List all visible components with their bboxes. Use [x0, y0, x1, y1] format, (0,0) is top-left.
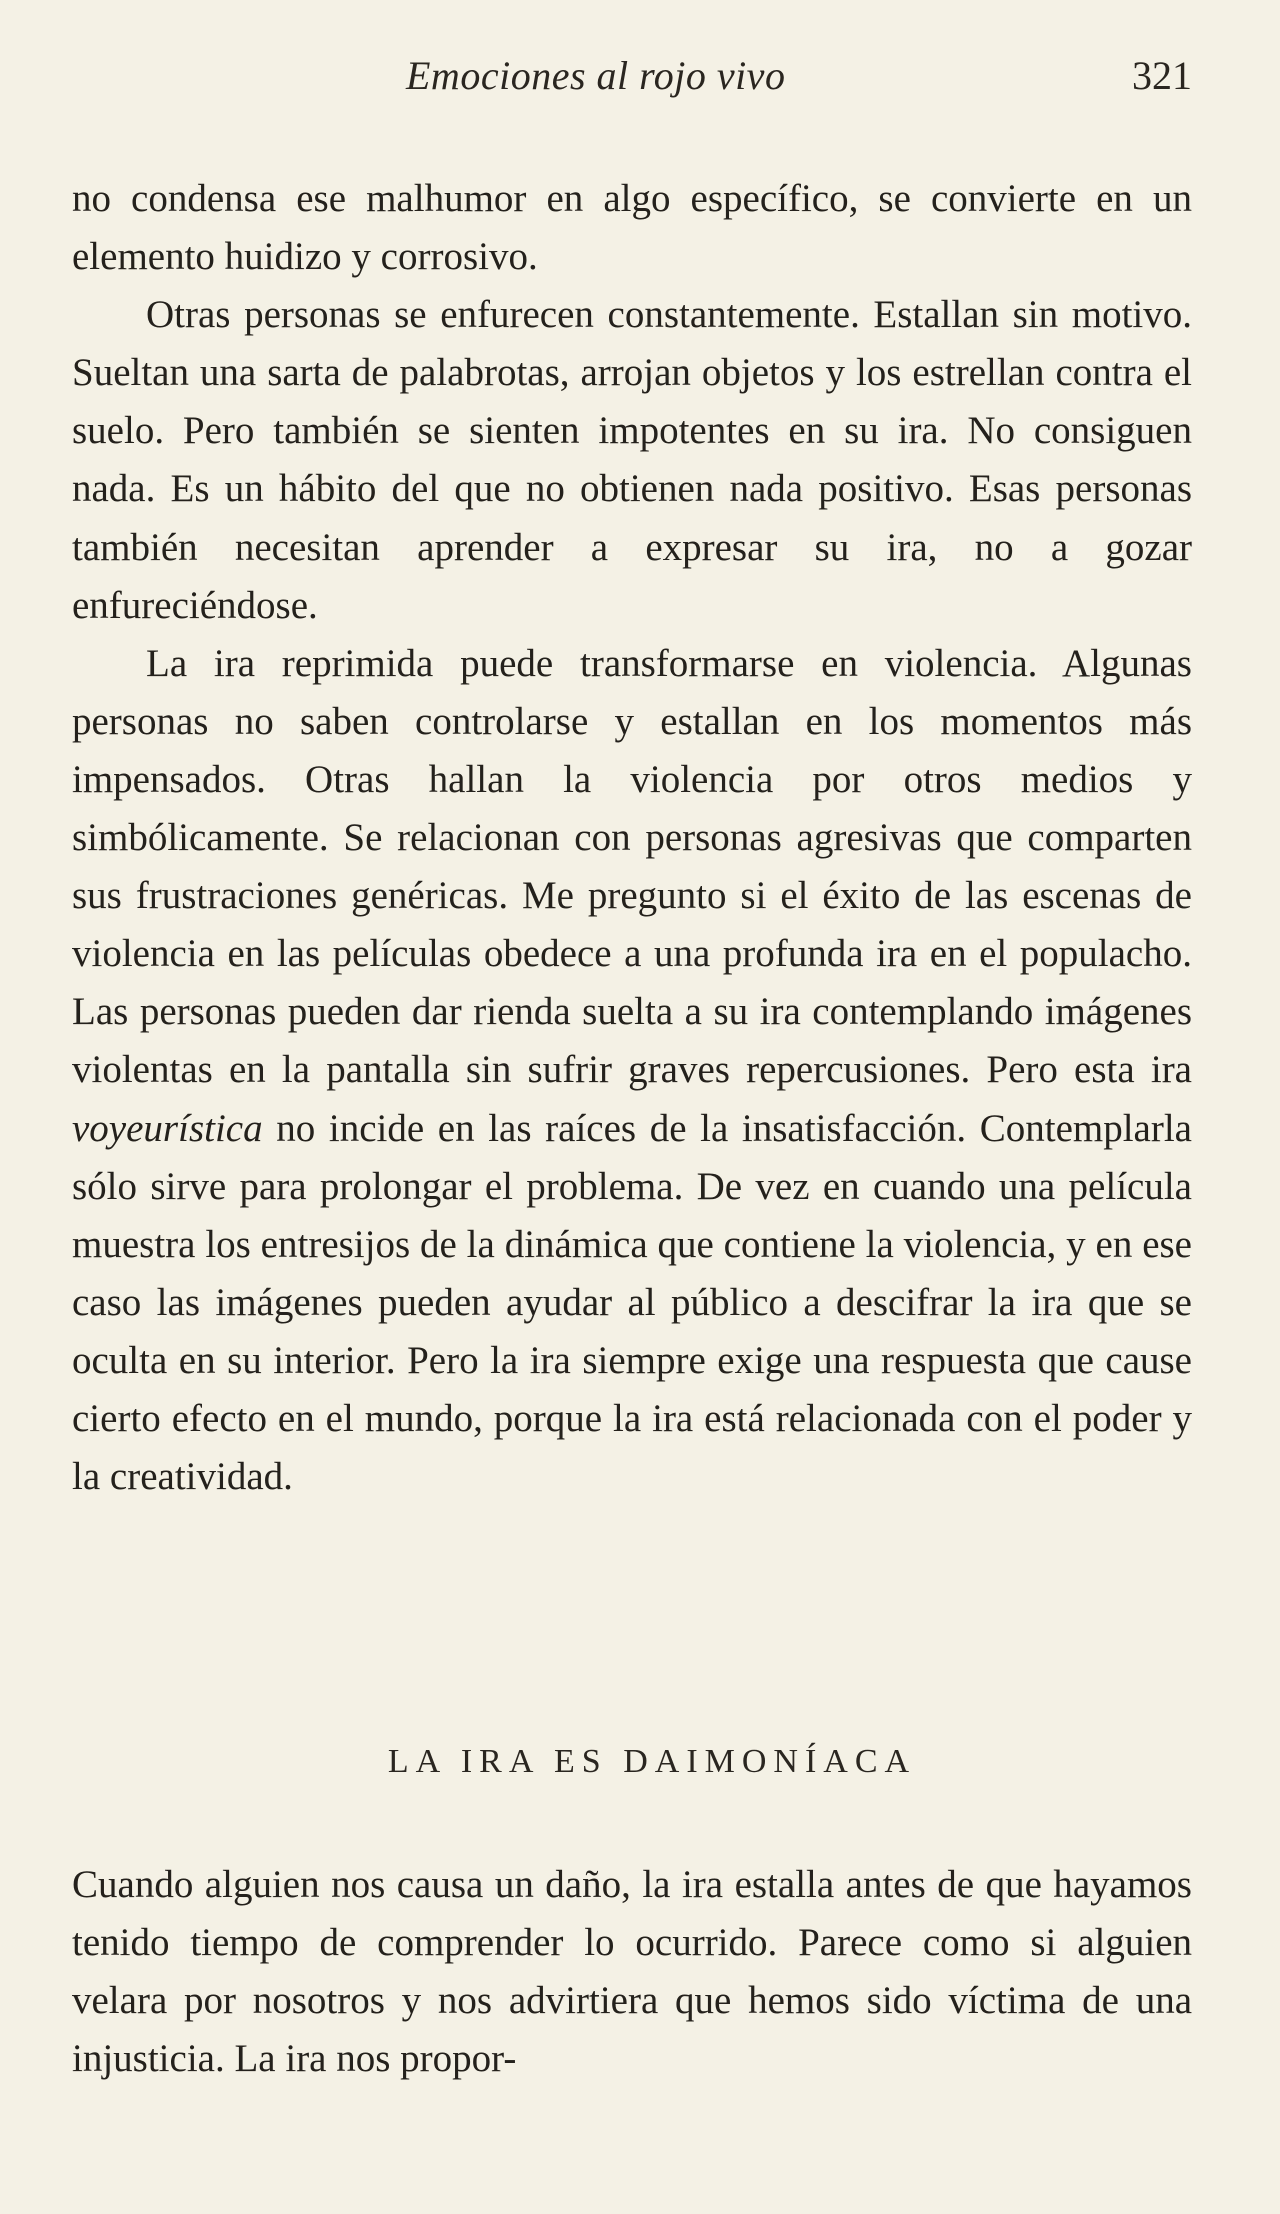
body-text-lower [72, 1856, 1192, 2088]
paragraph-continuation: no condensa ese malhumor en algo específico, se convierte en un elemento huidizo y corrosivo. [72, 177, 1192, 279]
body-text-upper [72, 170, 1192, 1506]
paragraph-text: La ira reprimida puede transformarse en violencia. Algunas personas no saben controlarse y estallan en los momentos más impensados. Otras hallan la violencia por otros medios y simbólicamente. Se relacionan con personas agresivas que comparten sus frustraciones genéricas. Me pregunto si el éxito de las escenas de violencia en las películas obedece a una profunda ira en el populacho. Las personas pueden dar rienda suelta a su ira contemplando imágenes violentas en la pantalla sin sufrir graves repercusiones. Pero esta ira [72, 641, 1192, 1092]
page-number: 321 [1132, 53, 1192, 98]
running-title: Emociones al rojo vivo [406, 53, 786, 98]
italic-term: voyeurística [72, 1106, 263, 1150]
paragraph-text: no incide en las raíces de la insatisfacción. Contemplarla sólo sirve para prolongar el problema. De vez en cuando una película muestra los entresijos de la dinámica que contiene la violencia, y en ese caso las imágenes pueden ayudar al público a descifrar la ira que se oculta en su interior. Pero la ira siempre exige una respuesta que cause cierto efecto en el mundo, porque la ira está relacionada con el poder y la creatividad. [72, 1106, 1192, 1499]
running-head [72, 52, 1192, 112]
paragraph: Cuando alguien nos causa un daño, la ira estalla antes de que hayamos tenido tiempo de comprender lo ocurrido. Parece como si alguien velara por nosotros y nos advirtiera que hemos sido víctima de una injusticia. La ira nos propor- [72, 1863, 1192, 2081]
book-page [72, 0, 1192, 2214]
paragraph-violence [72, 635, 1192, 1506]
section-heading: LA IRA ES DAIMONÍACA [387, 1743, 917, 1780]
paragraph: Otras personas se enfurecen constantemente. Estallan sin motivo. Sueltan una sarta de palabrotas, arrojan objetos y los estrellan contra el suelo. Pero también se sienten impotentes en su ira. No consiguen nada. Es un hábito del que no obtienen nada positivo. Esas personas también necesitan aprender a expresar su ira, no a gozar enfureciéndose. [72, 293, 1192, 627]
